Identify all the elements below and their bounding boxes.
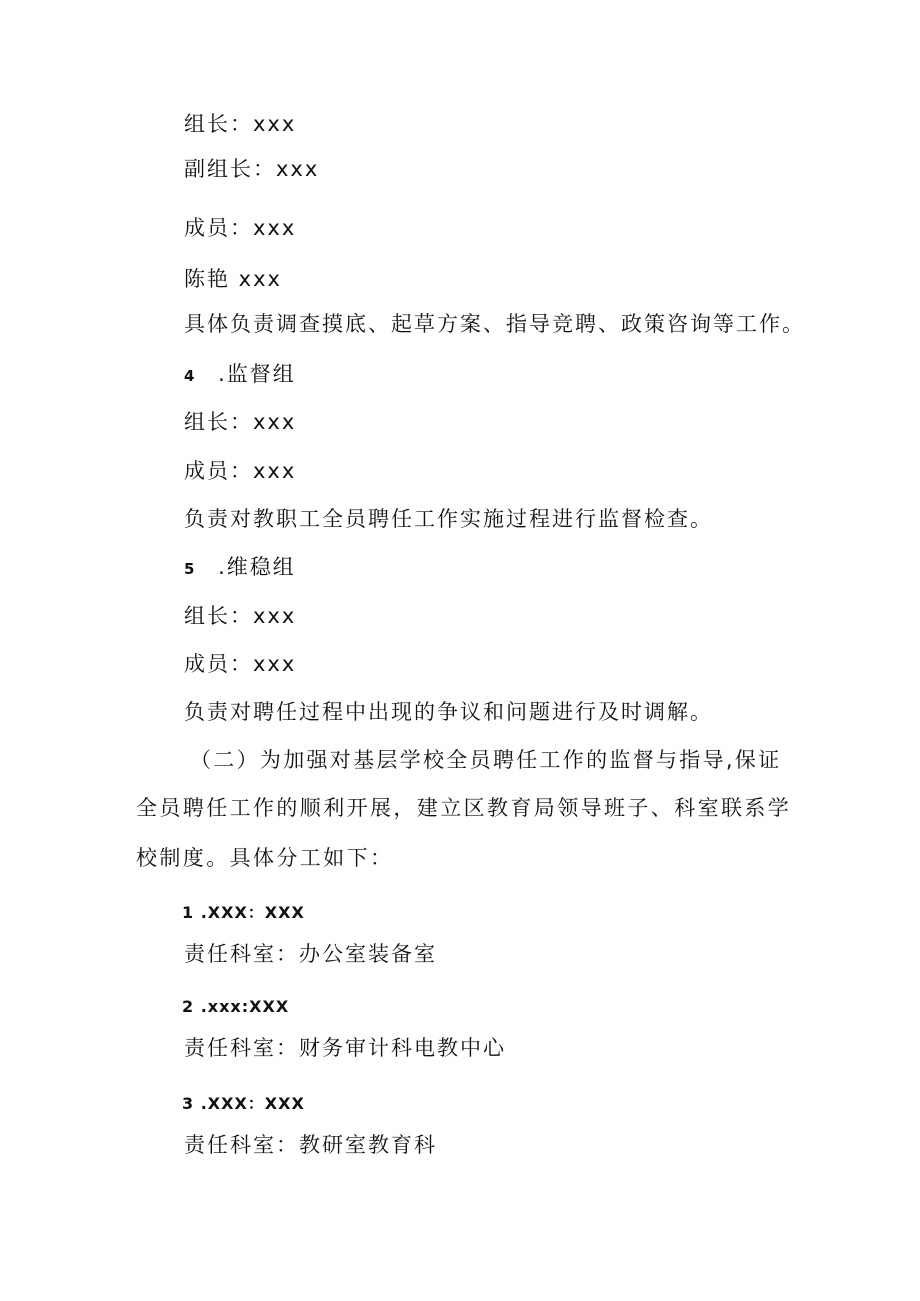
- section-title: .维稳组: [218, 555, 296, 579]
- item-heading-2: 2 .xxx:XXX: [182, 997, 290, 1016]
- supervision-members-line: 成员：xxx: [184, 459, 297, 483]
- supervision-leader-line: 组长：xxx: [184, 410, 297, 434]
- members-line: 成员：xxx: [184, 216, 297, 240]
- section-number: 4: [184, 367, 196, 385]
- deputy-leader-line: 副组长：xxx: [184, 157, 320, 181]
- member-name-line: 陈艳 xxx: [184, 267, 282, 291]
- section-heading-stability: [184, 553, 296, 583]
- section-heading-supervision: [184, 360, 296, 390]
- responsibility-line: 具体负责调查摸底、起草方案、指导竞聘、政策咨询等工作。: [184, 312, 805, 336]
- item-dept-3: 责任科室：教研室教育科: [184, 1133, 437, 1157]
- paragraph-line-1: （二）为加强对基层学校全员聘任工作的监督与指导,保证: [190, 748, 782, 772]
- paragraph-line-2: 全员聘任工作的顺利开展，建立区教育局领导班子、科室联系学: [136, 796, 792, 820]
- stability-members-line: 成员：xxx: [184, 652, 297, 676]
- item-dept-1: 责任科室：办公室装备室: [184, 942, 437, 966]
- section-title: .监督组: [218, 362, 296, 386]
- stability-responsibility-line: 负责对聘任过程中出现的争议和问题进行及时调解。: [184, 700, 713, 724]
- item-heading-1: 1 .XXX：XXX: [182, 903, 305, 922]
- item-heading-3: 3 .XXX：XXX: [182, 1094, 305, 1113]
- stability-leader-line: 组长：xxx: [184, 604, 297, 628]
- section-number: 5: [184, 560, 196, 578]
- group-leader-line: 组长：xxx: [184, 112, 297, 136]
- supervision-responsibility-line: 负责对教职工全员聘任工作实施过程进行监督检查。: [184, 507, 713, 531]
- paragraph-line-3: 校制度。具体分工如下：: [136, 846, 394, 870]
- item-dept-2: 责任科室：财务审计科电教中心: [184, 1036, 506, 1060]
